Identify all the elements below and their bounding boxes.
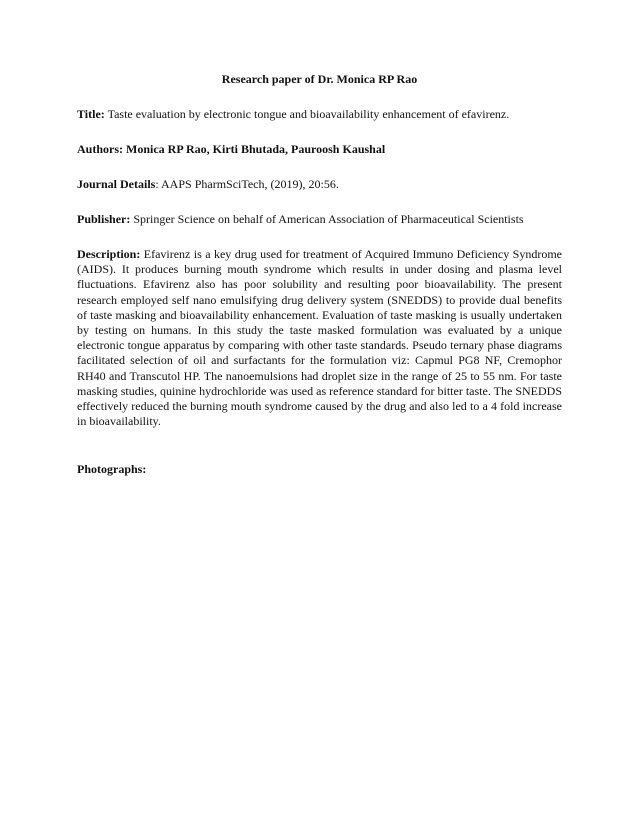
authors-value: Monica RP Rao, Kirti Bhutada, Pauroosh Kaushal (126, 142, 386, 156)
photographs-label: Photographs: (77, 462, 147, 477)
description-label: Description: (77, 247, 141, 261)
publisher-field (77, 212, 562, 227)
publisher-label: Publisher: (77, 212, 131, 226)
document-page (77, 72, 562, 477)
authors-field (77, 142, 562, 157)
title-value: Taste evaluation by electronic tongue and bioavailability enhancement of efavirenz. (107, 107, 510, 121)
title-label: Title: (77, 107, 105, 121)
document-heading: Research paper of Dr. Monica RP Rao (221, 72, 418, 86)
description-field (77, 247, 562, 429)
journal-field (77, 177, 562, 192)
description-value: Efavirenz is a key drug used for treatment of Acquired Immuno Deficiency Syndrome (AIDS). It produces burning mouth syndrome which results in under dosing and plasma level fluctuations. Efavirenz also has poor solubility and resulting poor bioavailability. The present research employed self nano emulsifying drug delivery system (SNEDDS) to provide dual benefits of taste masking and bioavailability enhancement. Evaluation of taste masking is usually undertaken by testing on humans. In this study the taste masked formulation was evaluated by a unique electronic tongue apparatus by comparing with other taste standards. Pseudo ternary phase diagrams facilitated selection of oil and surfactants for the formulation viz: Capmul PG8 NF, Cremophor RH40 and Transcutol HP. The nanoemulsions had droplet size in the range of 25 to 55 nm. For taste masking studies, quinine hydrochloride was used as reference standard for bitter taste. The SNEDDS effectively reduced the burning mouth syndrome caused by the drug and also led to a 4 fold increase in bioavailability. (77, 247, 562, 429)
journal-value: : AAPS PharmSciTech, (2019), 20:56. (155, 177, 339, 191)
title-field (77, 107, 562, 122)
authors-label: Authors: (77, 142, 124, 156)
publisher-value: Springer Science on behalf of American Association of Pharmaceutical Scientists (133, 212, 524, 226)
journal-label: Journal Details (77, 177, 156, 191)
